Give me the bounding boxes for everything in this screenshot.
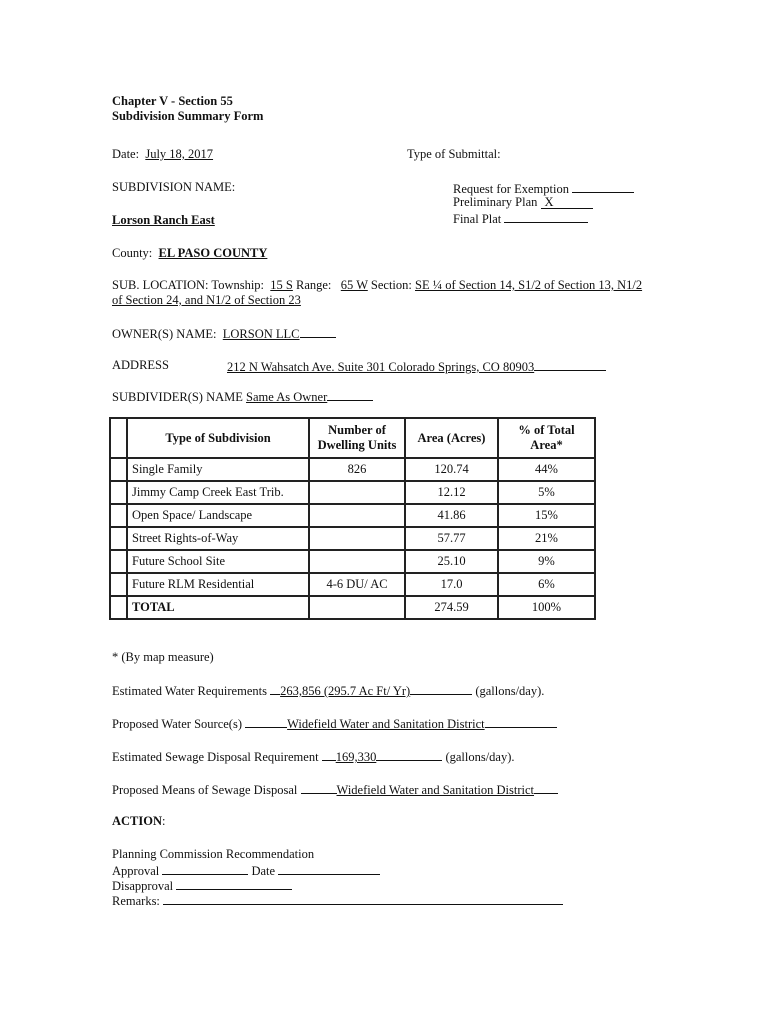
table-row: Jimmy Camp Creek East Trib. 12.12 5% — [110, 481, 595, 504]
table-row: Future RLM Residential 4-6 DU/ AC 17.0 6% — [110, 573, 595, 596]
recommendation-label: Planning Commission Recommendation — [112, 847, 315, 861]
final-row — [453, 210, 588, 227]
table-total-row: TOTAL 274.59 100% — [110, 596, 595, 619]
table-row: Future School Site 25.10 9% — [110, 550, 595, 573]
final-label: Final Plat — [453, 212, 502, 226]
sewage-label: Estimated Sewage Disposal Requirement — [112, 750, 319, 764]
section-value-line1: SE ¼ of Section 14, S1/2 of Section 13, N1/2 — [415, 278, 643, 292]
section-value-line2: of Section 24, and N1/2 of Section 23 — [112, 293, 301, 307]
exemption-label: Request for Exemption — [453, 182, 569, 196]
address-value: 212 N Wahsatch Ave. Suite 301 Colorado Springs, CO 80903 — [227, 360, 535, 374]
final-blank[interactable] — [504, 210, 588, 223]
header-percent: % of Total Area* — [498, 418, 595, 458]
water-label: Estimated Water Requirements — [112, 684, 267, 698]
exemption-blank[interactable] — [572, 180, 634, 193]
water-row — [112, 682, 544, 699]
sewage-value: 169,330 — [335, 750, 377, 764]
county-value: EL PASO COUNTY — [158, 246, 268, 260]
approval-blank[interactable] — [162, 862, 248, 875]
date-value: July 18, 2017 — [145, 147, 214, 161]
date-label: Date: — [112, 147, 140, 161]
location-row — [112, 278, 642, 293]
range-value: 65 W — [340, 278, 368, 292]
header-area: Area (Acres) — [405, 418, 498, 458]
address-row — [227, 358, 606, 375]
subdivider-label: SUBDIVIDER(S) NAME — [112, 390, 243, 404]
table-row: Open Space/ Landscape 41.86 15% — [110, 504, 595, 527]
owner-row — [112, 325, 336, 342]
sewage-unit: (gallons/day). — [445, 750, 515, 764]
water-unit: (gallons/day). — [475, 684, 545, 698]
water-value: 263,856 (295.7 Ac Ft/ Yr) — [280, 684, 411, 698]
header-units: Number of Dwelling Units — [309, 418, 405, 458]
water-source-row — [112, 715, 557, 732]
remarks-label: Remarks: — [112, 894, 160, 908]
section-label: Section: — [370, 278, 412, 292]
sewage-means-label: Proposed Means of Sewage Disposal — [112, 783, 298, 797]
preliminary-label: Preliminary Plan — [453, 195, 538, 209]
footnote: * (By map measure) — [112, 650, 214, 664]
remarks-blank[interactable] — [163, 892, 563, 905]
submittal-label: Type of Submittal: — [407, 147, 501, 161]
county-label: County: — [112, 246, 153, 260]
form-title: Subdivision Summary Form — [112, 109, 264, 123]
water-source-value: Widefield Water and Sanitation District — [287, 717, 485, 731]
owner-label: OWNER(S) NAME: — [112, 327, 217, 341]
water-source-label: Proposed Water Source(s) — [112, 717, 242, 731]
preliminary-value[interactable]: X — [541, 196, 593, 209]
subdivision-name: Lorson Ranch East — [112, 213, 215, 227]
approval-label: Approval — [112, 864, 160, 878]
chapter-heading: Chapter V - Section 55 — [112, 94, 233, 108]
table-row: Street Rights-of-Way 57.77 21% — [110, 527, 595, 550]
table-header-row — [110, 418, 595, 458]
county-row — [112, 246, 267, 261]
sewage-means-row — [112, 781, 558, 798]
remarks-row — [112, 892, 563, 909]
table-row: Single Family 826 120.74 44% — [110, 458, 595, 481]
header-type: Type of Subdivision — [127, 418, 309, 458]
subdivider-value: Same As Owner — [246, 390, 328, 404]
location-label: SUB. LOCATION: Township: — [112, 278, 265, 292]
owner-value: LORSON LLC — [222, 327, 300, 341]
approval-date-blank[interactable] — [278, 862, 380, 875]
date-row — [112, 147, 213, 162]
disapproval-label: Disapproval — [112, 879, 174, 893]
subdivider-row — [112, 388, 373, 405]
sewage-means-value: Widefield Water and Sanitation District — [336, 783, 535, 797]
subdivision-table — [109, 417, 596, 620]
subdivision-label: SUBDIVISION NAME: — [112, 180, 236, 194]
action-heading: ACTION: — [112, 814, 166, 828]
sewage-row — [112, 748, 515, 765]
range-label: Range: — [296, 278, 332, 292]
township-value: 15 S — [270, 278, 293, 292]
preliminary-row — [453, 195, 593, 210]
disapproval-blank[interactable] — [176, 877, 292, 890]
address-label: ADDRESS — [112, 358, 169, 372]
date-approval-label: Date — [251, 864, 276, 878]
